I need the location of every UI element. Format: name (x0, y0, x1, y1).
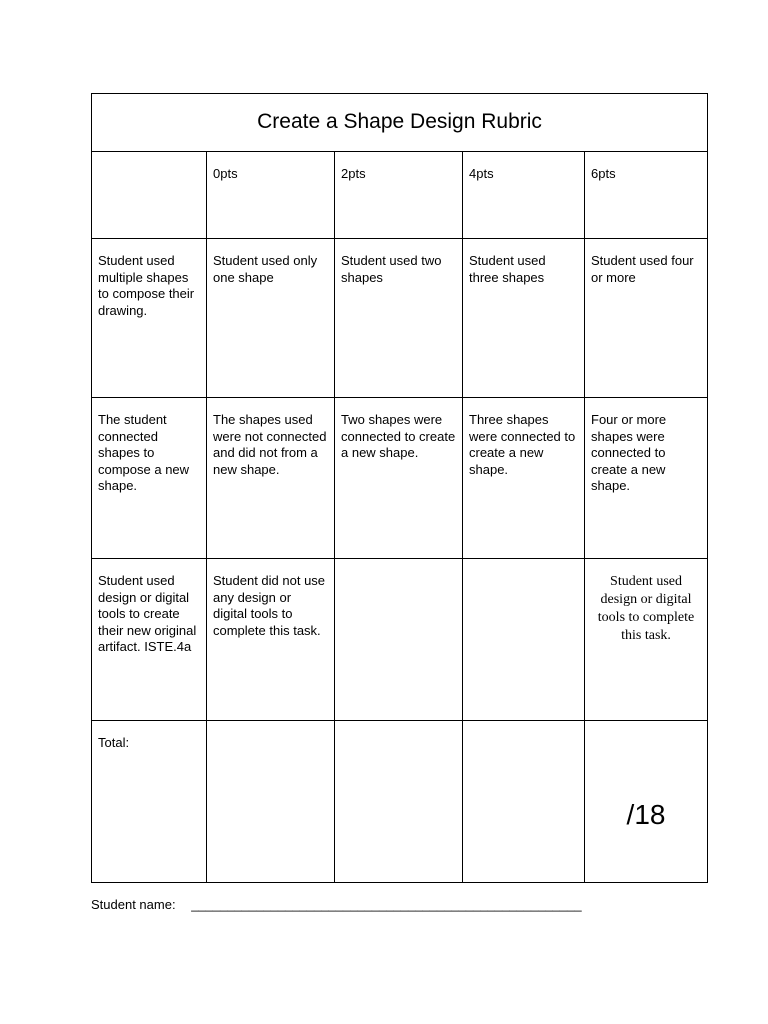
total-cell-2pts (335, 721, 463, 883)
level-2pts: Student used two shapes (335, 239, 463, 398)
level-6pts: Student used four or more (585, 239, 708, 398)
total-row (92, 721, 708, 883)
header-4pts: 4pts (463, 152, 585, 239)
level-2pts: Two shapes were connected to create a new shape. (335, 398, 463, 559)
level-0pts: Student used only one shape (207, 239, 335, 398)
level-4pts: Three shapes were connected to create a new shape. (463, 398, 585, 559)
student-name-blank: ______________________________________________________ (191, 897, 582, 912)
total-label: Total: (92, 721, 207, 883)
student-name-label: Student name: (91, 897, 176, 912)
title-row (92, 94, 708, 152)
total-max-score: /18 (585, 721, 708, 883)
criterion-label: Student used design or digital tools to create their new original artifact. ISTE.4a (92, 559, 207, 721)
total-cell-0pts (207, 721, 335, 883)
level-0pts: The shapes used were not connected and did not from a new shape. (207, 398, 335, 559)
criterion-row-shapes (92, 239, 708, 398)
rubric-title: Create a Shape Design Rubric (92, 94, 708, 152)
level-4pts: Student used three shapes (463, 239, 585, 398)
total-cell-4pts (463, 721, 585, 883)
level-2pts (335, 559, 463, 721)
header-6pts: 6pts (585, 152, 708, 239)
points-header-row (92, 152, 708, 239)
header-corner-cell (92, 152, 207, 239)
student-name-line (91, 897, 582, 912)
header-0pts: 0pts (207, 152, 335, 239)
level-6pts: Student used design or digital tools to complete this task. (585, 559, 708, 721)
criterion-label: The student connected shapes to compose a new shape. (92, 398, 207, 559)
rubric-table (91, 93, 708, 883)
criterion-row-digital-tools (92, 559, 708, 721)
level-4pts (463, 559, 585, 721)
criterion-label: Student used multiple shapes to compose their drawing. (92, 239, 207, 398)
level-0pts: Student did not use any design or digital tools to complete this task. (207, 559, 335, 721)
criterion-row-connected (92, 398, 708, 559)
level-6pts: Four or more shapes were connected to create a new shape. (585, 398, 708, 559)
header-2pts: 2pts (335, 152, 463, 239)
